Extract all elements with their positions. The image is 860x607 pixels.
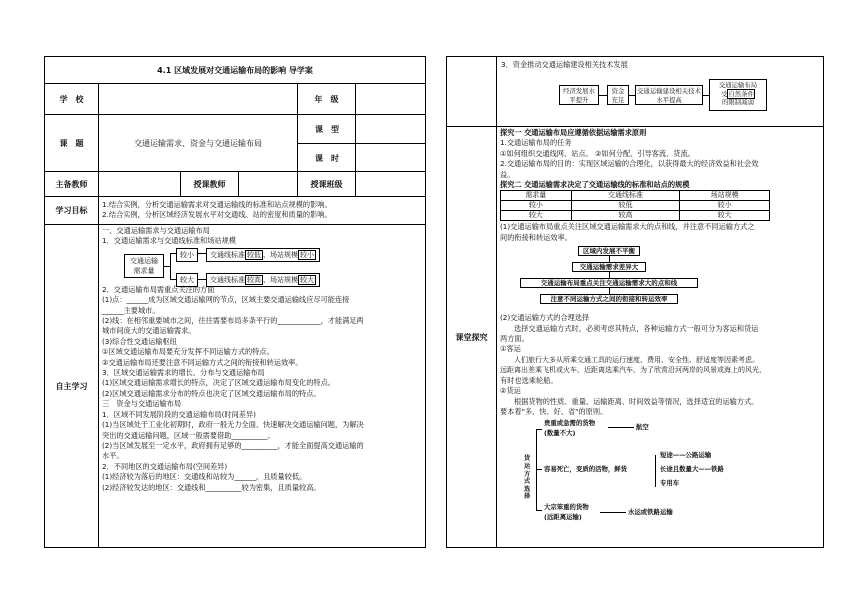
text-line: (1)交通运输布局重点关注区域交通运输需求大的点和线，并注意不同运输方式之 [500,222,755,232]
text-line: ①如何组织交通线网、站点。 ②如何分配、引导客流、货流。 [500,148,695,158]
flow-box-1: 经济发展水平提升 [559,85,599,105]
text-line: 1．区域不同发展阶段的交通运输布局(时间差异) [102,409,256,419]
text-line: 突出的交通运输问题，区域一般需要借助__________。 [102,430,275,440]
teacher-label: 授课教师 [181,172,239,196]
section-heading: 一、交通运输需求与交通运输布局 [102,226,210,235]
flowchart-box-3: 交通运输布局重点关注交通运输需求大的点和线 [520,278,698,288]
cargo-diagram [500,417,822,529]
text-line: 益。 [500,169,515,179]
text-line: 1.交通运输布局的任务 [500,138,572,148]
cargo-item: (数量不大) [544,429,576,438]
text-line: 人们旅行大多从所乘交通工具的运行速度、费用、安全性、舒适度等因素考虑。 [514,355,759,364]
text-line: (1)点：______成为区域交通运输网的节点，区域主要交通运输线应尽可能连接 [102,295,350,305]
flow-box-2: 资金充足 [607,85,629,105]
class-explore-content [500,128,822,529]
self-study-content [102,226,424,493]
grade-value [356,84,425,114]
text-line: 选择交通运输方式时，必须考虑其特点，各种运输方式一般可分为客运和货运 [514,323,759,333]
text-line: (1)经济较为落后的地区：交通线和站较为______，且质量较低。 [102,472,307,482]
table-header: 需求量 [501,191,572,201]
flow-box-3: 交通运输建设相关技术水平提高 [635,85,703,105]
lesson-time-label: 课 时 [315,153,339,163]
text-line: ②货运 [500,386,521,396]
text-line: 远距离出差乘飞机或火车，近距离选乘汽车，为了欣赏沿河两岸的风景或海上的风光， [500,366,766,375]
text-line: ①客运 [500,344,521,354]
cargo-item: 航空 [636,423,649,432]
text-line: 根据货物的性质、重量、运输距离、时间效益等情况，选择适宜的运输方式。 [514,396,759,406]
doc-title: 4.1 区域发展对交通运输布局的影响 导学案 [157,65,313,75]
cargo-item: 大宗笨重的货物 [544,503,589,512]
class-row [447,127,823,547]
text-line: ②交通运输布局还要注意不同运输方式之间的衔接和转运效率。 [102,357,303,367]
text-line: 1．交通运输需求与交通线标准和场站规模 [102,236,236,246]
lead-teacher-label: 主备教师 [45,172,99,196]
table-row [501,191,770,201]
cargo-item: 贵重或急需的货物 [544,419,596,428]
text-line: 两方面。 [500,334,529,344]
class-label: 授课班级 [298,172,356,196]
text-line: (2)线：在相邻重要城市之间，往往需要布局多条平行的____________，才能满足两 [102,316,364,326]
text-line: 城市间庞大的交通运输需求。 [102,326,196,336]
top-line: 3．资金推动交通运输建设相关技术发展 [501,60,628,69]
explore-2-title: 探究二 交通运输需求决定了交通运输线的标准和站点的规模 [500,180,690,190]
table-header: 交通线标准 [571,191,680,201]
school-row [45,84,425,115]
text-line: (2)交通运输方式的合理选择 [500,313,590,323]
topic-value: 交通运输需求、资金与交通运输布局 [99,115,298,171]
demand-table [500,190,770,221]
table-header: 场站规模 [680,191,770,201]
large-box: 较大 [176,273,198,287]
cargo-item: (远距离运输) [544,513,582,522]
title-row [45,57,425,84]
demand-diagram [102,247,424,285]
school-label: 学 校 [45,84,99,114]
text-line: 2．不同地区的交通运输布局(空间差异) [102,461,228,471]
flowchart-box-2: 交通运输需求差异大 [572,262,646,272]
goals-row [45,197,425,225]
text-line: 要本着"多、快、好、省"的原则。 [500,406,608,416]
goals-label: 学习目标 [45,197,99,224]
text-line: 2.交通运输布局的目的：实现区域运输的合理化，以获得最大的经济效益和社会效 [500,159,759,169]
text-line: ______主要城市。 [102,305,160,315]
grade-label: 年 级 [298,84,356,114]
text-line: 间的衔接和转运效率。 [500,232,572,242]
right-page [446,56,824,548]
text-line: 水平。 [102,451,124,461]
text-line: 3．区域交通运输需求的增长、分布与交通运输布局 [102,368,265,378]
demand-box: 交通运输需求量 [124,254,164,278]
flowchart-box-4: 注意不同运输方式之间的衔接和转运效率 [540,294,678,304]
goal-2: 2.结合实例，分析区域经济发展水平对交通线、站的密度和质量的影响。 [102,210,332,220]
flowchart-box-1: 区域内发展不平衡 [578,246,640,256]
cargo-item: 专用车 [660,479,680,488]
top-block [447,57,823,127]
flow-box-4: 交通运输布局 受自然条件 的限制减弱 [709,79,767,111]
left-page [44,56,426,548]
lesson-type-label: 课 型 [315,124,339,134]
text-line: 有时也选乘轮船。 [500,375,558,385]
text-line: (2)经济较发达的地区：交通线和__________较为密集，且质量较高。 [102,482,321,492]
cargo-side-label: 货运方式选择 [524,455,531,501]
class-explore-label: 课堂探究 [447,127,497,547]
school-value [99,84,298,114]
text-line: (2)当区域发展至一定水平，政府拥有足够的__________，才能全面提高交通运输的 [102,440,364,450]
small-box: 较小 [176,248,198,262]
text-line: (2)区域交通运输需求分布的特点也决定了区域交通运输布局的特点。 [102,388,321,398]
section-heading: 三 资金与交通运输布局 [102,399,182,409]
topic-row [45,115,425,172]
explore-1-title: 探究一 交通运输布局应遵循依据运输需求原则 [500,128,647,137]
text-line: (1)区域交通运输需求增长的特点，决定了区域交通运输布局变化的特点。 [102,378,335,388]
cargo-item: 短途——公路运输 [660,451,712,460]
goal-1: 1.结合实例，分析交通运输需求对交通运输线的标准和站点规模的影响。 [102,200,332,209]
text-line: (1)当区域处于工业化初期时，政府一般无力全面、快速解决交通运输问题，为解决 [102,420,364,430]
large-result-box: 交通线标准 较高 、场站规模 较大 [206,273,320,287]
text-line: ①区域交通运输布局要充分发挥不同运输方式的特点。 [102,347,274,357]
small-result-box: 交通线标准 较低 、场站规模 较小 [206,248,320,262]
focus-flowchart [500,243,822,313]
cargo-item: 容易死亡，变质的活物，鲜货 [544,465,628,474]
cargo-item: 水运或铁路运输 [628,508,673,517]
table-row: 较小 较低 较小 [501,201,770,211]
self-study-label: 自主学习 [45,225,99,547]
text-line: (3)综合性交通运输枢纽 [102,336,177,346]
cargo-item: 长途且数量大——铁路 [660,465,724,474]
self-study-row [45,225,425,547]
teacher-row [45,172,425,197]
text-line: 2．交通运输布局需重点关注的方面 [102,284,215,294]
topic-label: 课 题 [45,115,99,171]
goals-text [102,200,332,221]
table-row: 较大 较高 较大 [501,211,770,221]
